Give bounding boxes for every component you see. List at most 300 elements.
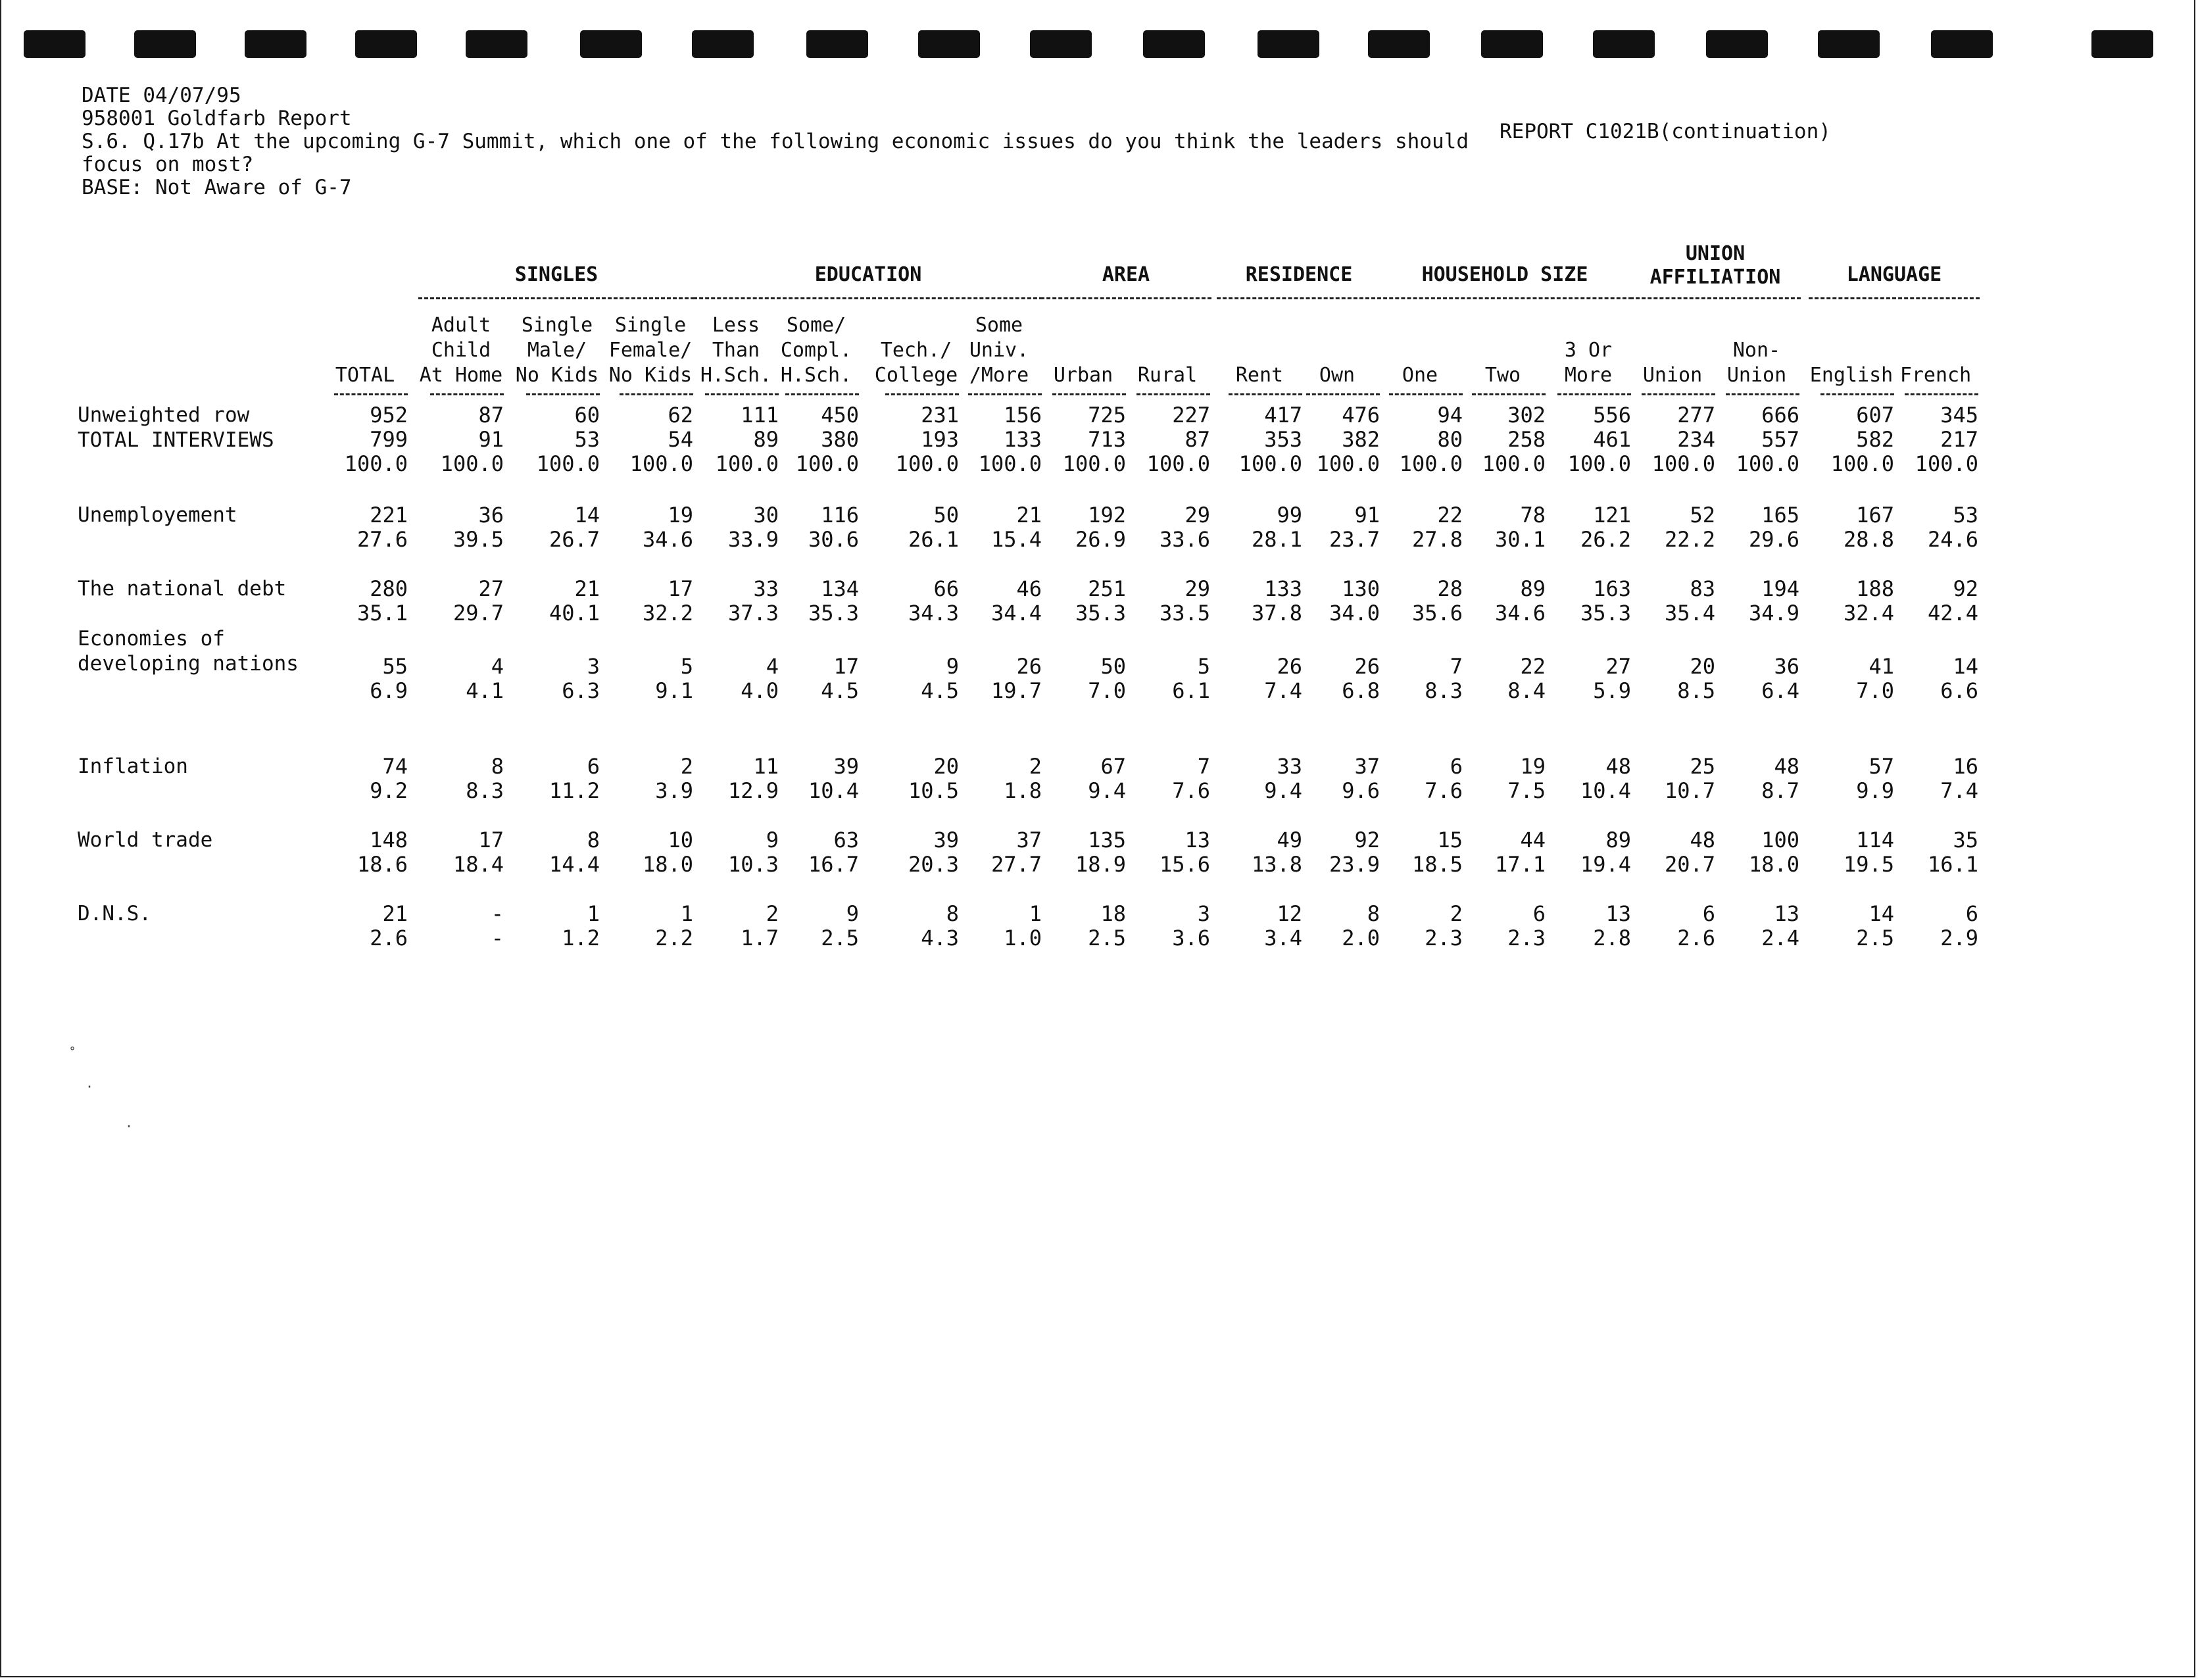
column-header: Rent [1235, 364, 1284, 387]
table-cell: 21 [574, 576, 600, 601]
table-cell: 92 [1354, 828, 1380, 852]
table-cell: 4.0 [741, 678, 779, 703]
table-cell: 100.0 [1238, 451, 1302, 476]
table-cell: 8.5 [1677, 678, 1715, 703]
punch-hole [355, 30, 417, 58]
table-cell: 1.8 [1004, 778, 1042, 803]
table-cell: 28.8 [1843, 527, 1894, 552]
table-cell: 34.9 [1748, 601, 1799, 626]
table-cell: 7.0 [1088, 678, 1126, 703]
table-cell: 100.0 [629, 451, 693, 476]
table-cell: 116 [821, 503, 859, 528]
table-cell: 1 [1029, 901, 1042, 926]
table-cell: 18 [1100, 901, 1126, 926]
table-cell: 18.6 [356, 852, 408, 877]
table-cell: 13 [1605, 901, 1631, 926]
table-cell: 556 [1593, 403, 1631, 428]
punch-hole [1593, 30, 1655, 58]
table-cell: 17 [833, 654, 859, 679]
table-cell: 111 [741, 403, 779, 428]
table-cell: 16.7 [808, 852, 859, 877]
table-cell: 4.3 [921, 926, 959, 951]
table-cell: 10.3 [727, 852, 779, 877]
table-cell: 30 [753, 503, 779, 528]
table-cell: 26 [1354, 654, 1380, 679]
table-cell: 62 [668, 403, 693, 428]
table-cell: 67 [1100, 754, 1126, 779]
table-cell: 8 [1367, 901, 1380, 926]
table-cell: 280 [370, 576, 408, 601]
table-cell: 7.6 [1172, 778, 1210, 803]
column-rule [526, 393, 600, 395]
question-line-2: focus on most? [82, 153, 254, 176]
group-rule [1217, 297, 1381, 299]
table-cell: 57 [1868, 754, 1894, 779]
table-cell: 39 [833, 754, 859, 779]
group-rule [1040, 297, 1211, 299]
table-cell: 134 [821, 576, 859, 601]
table-cell: 6 [1702, 901, 1715, 926]
table-cell: 417 [1264, 403, 1302, 428]
table-cell: 2.6 [370, 926, 408, 951]
table-cell: 28 [1437, 576, 1463, 601]
table-cell: 6.3 [562, 678, 600, 703]
table-cell: 37.8 [1251, 601, 1302, 626]
table-cell: 258 [1507, 427, 1546, 452]
table-cell: 6 [1532, 901, 1546, 926]
punch-hole [245, 30, 306, 58]
table-cell: 35.1 [356, 601, 408, 626]
table-cell: 15 [1437, 828, 1463, 852]
table-cell: 2.5 [821, 926, 859, 951]
row-label: World trade [78, 828, 213, 852]
column-header: Less Than H.Sch. [700, 314, 772, 387]
table-cell: 2.5 [1856, 926, 1894, 951]
table-cell: 100.0 [1567, 451, 1631, 476]
table-cell: 35.3 [1580, 601, 1631, 626]
table-cell: 30.6 [808, 527, 859, 552]
table-cell: 7.4 [1264, 678, 1302, 703]
group-header: AREA [1102, 263, 1150, 286]
table-cell: 1 [587, 901, 600, 926]
table-cell: 5.9 [1593, 678, 1631, 703]
table-cell: 19 [668, 503, 693, 528]
table-cell: 100.0 [895, 451, 959, 476]
table-cell: 18.9 [1075, 852, 1126, 877]
table-cell: 60 [574, 403, 600, 428]
table-cell: 35.6 [1411, 601, 1463, 626]
table-cell: 89 [753, 427, 779, 452]
table-cell: 33.6 [1159, 527, 1210, 552]
table-cell: 2.5 [1088, 926, 1126, 951]
row-label: TOTAL INTERVIEWS [78, 428, 274, 452]
table-cell: 353 [1264, 427, 1302, 452]
table-cell: 52 [1690, 503, 1715, 528]
table-cell: 5 [1197, 654, 1210, 679]
table-cell: 34.6 [642, 527, 693, 552]
question-line-1: S.6. Q.17b At the upcoming G-7 Summit, which one of the following economic issues do you think the leaders should [82, 130, 1469, 153]
row-label: The national debt [78, 577, 287, 601]
table-cell: 188 [1856, 576, 1894, 601]
table-cell: 26.9 [1075, 527, 1126, 552]
table-cell: 6.9 [370, 678, 408, 703]
group-header: UNION AFFILIATION [1649, 242, 1781, 289]
table-cell: 14 [1868, 901, 1894, 926]
group-rule [693, 297, 1043, 299]
table-cell: 6 [1450, 754, 1463, 779]
table-cell: 7.0 [1856, 678, 1894, 703]
table-cell: 17.1 [1494, 852, 1546, 877]
group-header: RESIDENCE [1245, 263, 1353, 286]
table-cell: 14 [1953, 654, 1978, 679]
column-rule [1905, 393, 1978, 395]
table-cell: 100.0 [1651, 451, 1715, 476]
table-cell: 29 [1184, 576, 1210, 601]
punch-hole [1481, 30, 1543, 58]
table-cell: 37.3 [727, 601, 779, 626]
table-cell: 7 [1450, 654, 1463, 679]
table-cell: 9.4 [1264, 778, 1302, 803]
group-rule [1377, 297, 1632, 299]
column-header: French [1899, 364, 1972, 387]
table-cell: - [491, 901, 504, 926]
table-cell: 100.0 [715, 451, 779, 476]
table-cell: 10.7 [1664, 778, 1715, 803]
table-cell: 156 [1004, 403, 1042, 428]
table-cell: 29.6 [1748, 527, 1799, 552]
column-rule [1820, 393, 1894, 395]
column-header: Single Male/ No Kids [515, 314, 599, 387]
table-cell: 450 [821, 403, 859, 428]
table-cell: 100.0 [1146, 451, 1210, 476]
column-rule [1229, 393, 1302, 395]
table-cell: 6.6 [1940, 678, 1978, 703]
table-cell: 725 [1088, 403, 1126, 428]
table-cell: 2 [766, 901, 779, 926]
table-cell: 24.6 [1927, 527, 1978, 552]
table-cell: 35.3 [808, 601, 859, 626]
table-cell: 18.4 [452, 852, 504, 877]
table-cell: 42.4 [1927, 601, 1978, 626]
row-label: Inflation [78, 754, 188, 778]
table-cell: 6.8 [1342, 678, 1380, 703]
column-header: 3 Or More [1564, 339, 1613, 387]
table-cell: 20.3 [908, 852, 959, 877]
punch-hole [692, 30, 754, 58]
report-date: DATE 04/07/95 [82, 84, 241, 107]
table-cell: 26.2 [1580, 527, 1631, 552]
column-header: Two [1484, 364, 1521, 387]
table-cell: 34.4 [990, 601, 1042, 626]
table-cell: 17 [668, 576, 693, 601]
table-cell: 148 [370, 828, 408, 852]
table-cell: 3.9 [655, 778, 693, 803]
table-cell: 4 [491, 654, 504, 679]
table-cell: 192 [1088, 503, 1126, 528]
report-header [82, 84, 1469, 199]
table-cell: 9.1 [655, 678, 693, 703]
table-cell: 2.6 [1677, 926, 1715, 951]
table-cell: 100.0 [344, 451, 408, 476]
table-cell: 55 [382, 654, 408, 679]
table-cell: 33 [1277, 754, 1302, 779]
table-cell: 234 [1677, 427, 1715, 452]
table-cell: 35 [1953, 828, 1978, 852]
table-cell: 10.4 [1580, 778, 1631, 803]
table-cell: 20 [933, 754, 959, 779]
table-cell: 4.5 [921, 678, 959, 703]
table-cell: 952 [370, 403, 408, 428]
table-cell: 89 [1605, 828, 1631, 852]
table-cell: 2.3 [1425, 926, 1463, 951]
table-cell: 32.4 [1843, 601, 1894, 626]
column-rule [334, 393, 408, 395]
row-label: D.N.S. [78, 902, 151, 926]
table-cell: 100.0 [1399, 451, 1463, 476]
table-cell: 18.0 [642, 852, 693, 877]
table-cell: 87 [478, 403, 504, 428]
punch-hole [806, 30, 868, 58]
table-cell: 100.0 [1482, 451, 1546, 476]
scan-speck: · [125, 1118, 134, 1134]
table-cell: 4.1 [466, 678, 504, 703]
row-label: Economies of [78, 627, 225, 651]
table-cell: 35.3 [1075, 601, 1126, 626]
table-cell: 9.6 [1342, 778, 1380, 803]
table-cell: 13 [1184, 828, 1210, 852]
table-cell: 48 [1690, 828, 1715, 852]
group-rule [1630, 297, 1801, 299]
row-label: developing nations [78, 652, 299, 676]
table-cell: 12 [1277, 901, 1302, 926]
punch-hole [1706, 30, 1768, 58]
table-cell: 227 [1172, 403, 1210, 428]
table-cell: 74 [382, 754, 408, 779]
table-cell: 48 [1774, 754, 1799, 779]
table-cell: 2.4 [1761, 926, 1799, 951]
table-cell: 10 [668, 828, 693, 852]
column-rule [1306, 393, 1380, 395]
punch-hole-strip [24, 30, 2155, 59]
row-label: Unweighted row [78, 403, 250, 427]
table-cell: 27.6 [356, 527, 408, 552]
table-cell: 30.1 [1494, 527, 1546, 552]
table-cell: 10.5 [908, 778, 959, 803]
punch-hole [1030, 30, 1092, 58]
table-cell: 666 [1761, 403, 1799, 428]
table-cell: 251 [1088, 576, 1126, 601]
column-header: Own [1319, 364, 1355, 387]
table-cell: 1.0 [1004, 926, 1042, 951]
table-cell: 2 [1029, 754, 1042, 779]
table-cell: 94 [1437, 403, 1463, 428]
group-rule [1809, 297, 1980, 299]
punch-hole [1368, 30, 1430, 58]
table-cell: 26 [1277, 654, 1302, 679]
table-cell: 9 [946, 654, 959, 679]
column-header: Non- Union [1726, 339, 1787, 387]
table-cell: 100.0 [1316, 451, 1380, 476]
table-cell: 33.5 [1159, 601, 1210, 626]
table-cell: 3 [587, 654, 600, 679]
table-cell: 194 [1761, 576, 1799, 601]
punch-hole [1818, 30, 1880, 58]
table-cell: 14 [574, 503, 600, 528]
table-cell: 27 [1605, 654, 1631, 679]
column-header: Rural [1137, 364, 1198, 387]
table-cell: 9.2 [370, 778, 408, 803]
table-cell: 21 [382, 901, 408, 926]
table-cell: 799 [370, 427, 408, 452]
column-header: Urban [1053, 364, 1113, 387]
table-cell: 7.5 [1507, 778, 1546, 803]
table-cell: 29 [1184, 503, 1210, 528]
table-cell: 80 [1437, 427, 1463, 452]
table-cell: 40.1 [549, 601, 600, 626]
table-cell: 4 [766, 654, 779, 679]
table-cell: 1.7 [741, 926, 779, 951]
table-cell: 19.7 [990, 678, 1042, 703]
table-cell: 2.2 [655, 926, 693, 951]
group-header: SINGLES [514, 263, 598, 286]
table-cell: 163 [1593, 576, 1631, 601]
table-cell: 8 [946, 901, 959, 926]
table-cell: 17 [478, 828, 504, 852]
column-rule [968, 393, 1042, 395]
table-cell: 16.1 [1927, 852, 1978, 877]
column-header: Some/ Compl. H.Sch. [780, 314, 852, 387]
column-rule [430, 393, 504, 395]
table-cell: 53 [574, 427, 600, 452]
punch-hole [580, 30, 642, 58]
table-cell: 100.0 [440, 451, 504, 476]
table-cell: 35.4 [1664, 601, 1715, 626]
table-cell: 100.0 [536, 451, 600, 476]
table-cell: 54 [668, 427, 693, 452]
table-cell: 1.2 [562, 926, 600, 951]
table-cell: 217 [1940, 427, 1978, 452]
table-cell: 34.6 [1494, 601, 1546, 626]
report-name: 958001 Goldfarb Report [82, 107, 352, 130]
column-rule [705, 393, 779, 395]
table-cell: 2.8 [1593, 926, 1631, 951]
table-cell: 11 [753, 754, 779, 779]
table-cell: 2.9 [1940, 926, 1978, 951]
column-header: Union [1642, 364, 1703, 387]
table-cell: 9.4 [1088, 778, 1126, 803]
table-cell: 100.0 [1062, 451, 1126, 476]
table-cell: 277 [1677, 403, 1715, 428]
table-cell: 114 [1856, 828, 1894, 852]
table-cell: 18.0 [1748, 852, 1799, 877]
table-cell: 135 [1088, 828, 1126, 852]
column-rule [1472, 393, 1546, 395]
column-header: Single Female/ No Kids [608, 314, 693, 387]
table-cell: 9.9 [1856, 778, 1894, 803]
table-cell: 99 [1277, 503, 1302, 528]
table-cell: 9 [846, 901, 859, 926]
table-cell: 382 [1342, 427, 1380, 452]
table-cell: 33.9 [727, 527, 779, 552]
table-cell: 16 [1953, 754, 1978, 779]
table-cell: 8.4 [1507, 678, 1546, 703]
table-cell: 4.5 [821, 678, 859, 703]
punch-hole [24, 30, 85, 58]
table-cell: 8 [587, 828, 600, 852]
table-cell: 8 [491, 754, 504, 779]
table-cell: 22.2 [1664, 527, 1715, 552]
column-header: Adult Child At Home [419, 314, 503, 387]
table-cell: 557 [1761, 427, 1799, 452]
table-cell: 582 [1856, 427, 1894, 452]
table-cell: 8.3 [1425, 678, 1463, 703]
table-cell: 2 [680, 754, 693, 779]
scan-speck: ˚ [68, 1046, 77, 1062]
table-cell: 36 [1774, 654, 1799, 679]
table-cell: 34.0 [1329, 601, 1380, 626]
column-rule [785, 393, 859, 395]
column-header: Some Univ. /More [969, 314, 1029, 387]
table-cell: 10.4 [808, 778, 859, 803]
table-cell: 607 [1856, 403, 1894, 428]
table-cell: 302 [1507, 403, 1546, 428]
table-cell: 21 [1016, 503, 1042, 528]
column-header: TOTAL [335, 364, 395, 387]
table-cell: 461 [1593, 427, 1631, 452]
table-cell: 12.9 [727, 778, 779, 803]
table-cell: 50 [1100, 654, 1126, 679]
table-cell: 100 [1761, 828, 1799, 852]
table-cell: 6 [587, 754, 600, 779]
punch-hole [1143, 30, 1205, 58]
table-cell: 3 [1197, 901, 1210, 926]
table-cell: 2 [1450, 901, 1463, 926]
table-cell: 27.8 [1411, 527, 1463, 552]
table-cell: 13.8 [1251, 852, 1302, 877]
table-cell: 121 [1593, 503, 1631, 528]
table-cell: 11.2 [549, 778, 600, 803]
table-cell: 33 [753, 576, 779, 601]
table-cell: 193 [921, 427, 959, 452]
group-rule [418, 297, 695, 299]
table-cell: 50 [933, 503, 959, 528]
table-cell: 37 [1354, 754, 1380, 779]
table-cell: 380 [821, 427, 859, 452]
table-cell: 7.6 [1425, 778, 1463, 803]
column-rule [1136, 393, 1210, 395]
table-cell: 15.4 [990, 527, 1042, 552]
column-rule [1726, 393, 1799, 395]
punch-hole [466, 30, 527, 58]
table-cell: 3.6 [1172, 926, 1210, 951]
column-header: One [1402, 364, 1438, 387]
column-rule [1052, 393, 1126, 395]
table-cell: 15.6 [1159, 852, 1210, 877]
table-cell: 167 [1856, 503, 1894, 528]
column-rule [1389, 393, 1463, 395]
table-cell: 9 [766, 828, 779, 852]
table-cell: - [491, 926, 504, 951]
table-cell: 8.7 [1761, 778, 1799, 803]
report-id: REPORT C1021B(continuation) [1500, 120, 1831, 143]
table-cell: 22 [1520, 654, 1546, 679]
table-cell: 22 [1437, 503, 1463, 528]
table-cell: 231 [921, 403, 959, 428]
table-cell: 83 [1690, 576, 1715, 601]
base-line: BASE: Not Aware of G-7 [82, 176, 352, 199]
table-cell: 39.5 [452, 527, 504, 552]
table-cell: 34.3 [908, 601, 959, 626]
